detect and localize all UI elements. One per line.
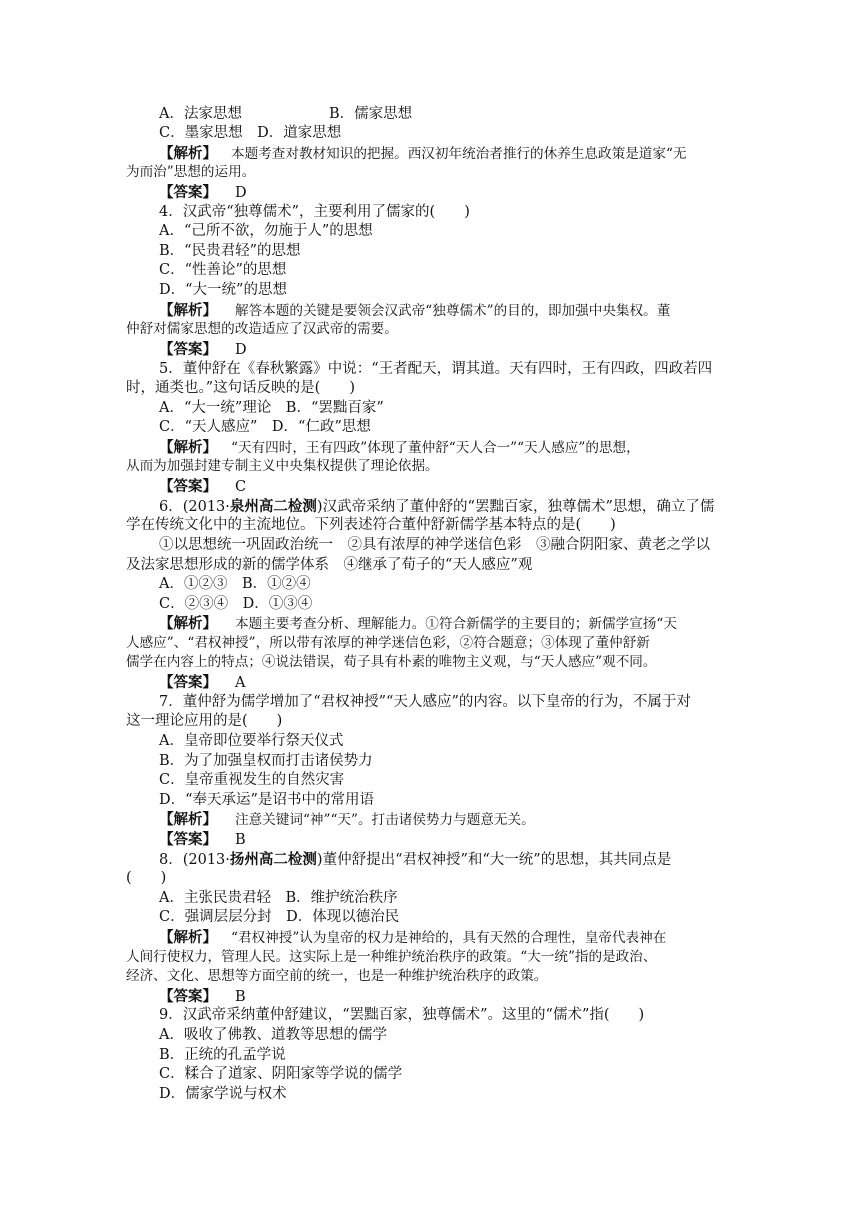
text-span: 这一理论应用的是( ) [126, 713, 283, 729]
option-line [159, 399, 384, 418]
question-8-stem [126, 869, 166, 888]
text-span: ( ) [126, 870, 167, 886]
analysis-label: 【解析】 [159, 302, 217, 319]
option-line [159, 1065, 402, 1084]
text-span: D．“大一统”的思想 [159, 282, 287, 298]
analysis-line [159, 301, 670, 321]
text-span: )汉武帝采纳了董仲舒的“罢黜百家，独尊儒术”思想，确立了儒 [316, 499, 715, 515]
text-span: 7．董仲舒为儒学增加了“君权神授”“天人感应”的内容。以下皇帝的行为，不属于对 [159, 694, 691, 710]
text-span: A．“己所不欲，勿施于人”的思想 [159, 223, 373, 239]
answer-value: B [235, 989, 246, 1005]
option-line [159, 595, 312, 614]
question-7-stem [126, 712, 282, 731]
text-span: D．“奉天承运”是诏书中的常用语 [159, 792, 374, 808]
option-line [159, 1085, 287, 1104]
analysis-line [126, 948, 656, 967]
question-6-items [126, 556, 532, 575]
text-span: 时，通类也。”这句话反映的是( ) [126, 380, 355, 396]
analysis-line [159, 144, 687, 164]
text-span: C．强调层层分封 D．体现以德治民 [159, 909, 400, 925]
option-line [159, 124, 341, 143]
answer-line [159, 477, 246, 497]
question-5-stem [126, 379, 355, 398]
source-label: 扬州高二检测 [229, 851, 317, 868]
analysis-label: 【解析】 [159, 615, 217, 632]
text-span: C．糅合了道家、阴阳家等学说的儒学 [159, 1066, 403, 1082]
text-span: 9．汉武帝采纳董仲舒建议，“罢黜百家，独尊儒术”。这里的“儒术”指( ) [159, 1007, 645, 1023]
text-span: 4．汉武帝“独尊儒术”，主要利用了儒家的( ) [159, 204, 470, 220]
analysis-line [159, 438, 640, 458]
question-9-stem [159, 1006, 644, 1025]
text-span: 及法家思想形成的新的儒学体系 ④继承了荀子的“天人感应”观 [126, 557, 533, 573]
text-span: 5．董仲舒在《春秋繁露》中说：“王者配天，谓其道。天有四时，王有四政，四政若四 [159, 361, 713, 377]
analysis-text: 为而治”思想的运用。 [126, 164, 256, 180]
text-span: D．儒家学说与权术 [159, 1086, 287, 1102]
analysis-label: 【解析】 [159, 929, 217, 946]
analysis-label: 【解析】 [159, 439, 217, 456]
text-span: C．“天人感应” D．“仁政”思想 [159, 419, 371, 435]
text-span: C．墨家思想 D．道家思想 [159, 125, 342, 141]
answer-value: B [235, 832, 246, 848]
question-6-items [159, 536, 710, 555]
analysis-line [126, 457, 439, 476]
text-span: )董仲舒提出“君权神授”和“大一统”的思想，其共同点是 [316, 852, 672, 868]
text-span: B．“民贵君轻”的思想 [159, 243, 301, 259]
text-span: B．正统的孔孟学说 [159, 1047, 286, 1063]
text-span: A．主张民贵君轻 B．维护统治秩序 [159, 890, 398, 906]
option-line [159, 889, 398, 908]
source-label: 泉州高二检测 [229, 498, 317, 515]
answer-value: D [235, 185, 247, 201]
analysis-text: 本题考查对教材知识的把握。西汉初年统治者推行的休养生息政策是道家“无 [231, 146, 687, 162]
analysis-text: 儒学在内容上的特点；④说法错误，荀子具有朴素的唯物主义观，与“天人感应”观不同。 [126, 654, 657, 670]
question-8-stem [159, 850, 671, 870]
answer-line [159, 673, 245, 693]
text-span: 学在传统文化中的主流地位。下列表述符合董仲舒新儒学基本特点的是( ) [126, 517, 616, 533]
analysis-line [126, 163, 255, 182]
option-line [159, 575, 311, 594]
answer-line [159, 340, 247, 360]
text-span: A．皇帝即位要举行祭天仪式 [159, 733, 344, 749]
answer-line [159, 987, 246, 1007]
question-4-stem [159, 203, 470, 222]
answer-line [159, 830, 246, 850]
text-span: 8．(2013· [159, 852, 230, 868]
analysis-line [126, 967, 547, 986]
analysis-line [126, 653, 656, 672]
question-7-stem [159, 693, 691, 712]
option-line [159, 908, 399, 927]
option-line [159, 1046, 286, 1065]
analysis-text: 人感应”、“君权神授”，所以带有浓厚的神学迷信色彩，②符合题意；③体现了董仲舒新 [126, 635, 650, 651]
analysis-label: 【解析】 [159, 811, 217, 828]
text-span: B．为了加强皇权而打击诸侯势力 [159, 753, 373, 769]
analysis-text: 解答本题的关键是要领会汉武帝“独尊儒术”的目的，即加强中央集权。董 [235, 303, 671, 319]
analysis-label: 【解析】 [159, 145, 217, 162]
text-span: 6．(2013· [159, 499, 230, 515]
option-line [159, 261, 286, 280]
option-line [159, 222, 373, 241]
answer-label: 【答案】 [159, 184, 217, 201]
text-span: C．“性善论”的思想 [159, 262, 287, 278]
analysis-text: “天有四时，王有四政”体现了董仲舒“天人合一”“天人感应”的思想， [231, 440, 640, 456]
text-span: C．皇帝重视发生的自然灾害 [159, 772, 345, 788]
analysis-line [126, 320, 398, 339]
analysis-text: 仲舒对儒家思想的改造适应了汉武帝的需要。 [126, 321, 398, 337]
analysis-line [159, 928, 666, 948]
text-span: A．①②③ B．①②④ [159, 576, 311, 592]
question-6-stem [126, 516, 616, 535]
analysis-line [126, 634, 650, 653]
question-5-stem [159, 360, 712, 379]
analysis-line [159, 810, 535, 830]
answer-value: A [235, 675, 246, 691]
answer-line [159, 183, 247, 203]
analysis-line [159, 614, 677, 634]
text-span: A．法家思想 B．儒家思想 [159, 106, 413, 122]
option-line [159, 418, 371, 437]
option-line [159, 752, 373, 771]
answer-label: 【答案】 [159, 674, 217, 691]
option-line [159, 105, 412, 124]
option-line [159, 1026, 387, 1045]
answer-label: 【答案】 [159, 341, 217, 358]
question-6-stem [159, 497, 714, 517]
option-line [159, 242, 300, 261]
option-line [159, 281, 287, 300]
answer-value: D [235, 342, 247, 358]
analysis-text: 从而为加强封建专制主义中央集权提供了理论依据。 [126, 458, 439, 474]
text-span: A．吸收了佛教、道教等思想的儒学 [159, 1027, 387, 1043]
option-line [159, 732, 343, 751]
text-span: A．“大一统”理论 B．“罢黜百家” [159, 400, 384, 416]
analysis-text: 经济、文化、思想等方面空前的统一，也是一种维护统治秩序的政策。 [126, 968, 548, 984]
option-line [159, 771, 344, 790]
text-span: C．②③④ D．①③④ [159, 596, 313, 612]
text-span: ①以思想统一巩固政治统一 ②具有浓厚的神学迷信色彩 ③融合阴阳家、黄老之学以 [159, 537, 710, 553]
answer-label: 【答案】 [159, 988, 217, 1005]
option-line [159, 791, 374, 810]
analysis-text: 本题主要考查分析、理解能力。①符合新儒学的主要目的；新儒学宣扬“天 [235, 616, 677, 632]
analysis-text: “君权神授”认为皇帝的权力是神给的，具有天然的合理性，皇帝代表神在 [231, 930, 667, 946]
answer-label: 【答案】 [159, 831, 217, 848]
analysis-text: 人间行使权力，管理人民。这实际上是一种维护统治秩序的政策。“大一统”指的是政治、 [126, 949, 657, 965]
answer-label: 【答案】 [159, 478, 217, 495]
analysis-text: 注意关键词“神”“天”。打击诸侯势力与题意无关。 [235, 812, 535, 828]
answer-value: C [235, 479, 247, 495]
